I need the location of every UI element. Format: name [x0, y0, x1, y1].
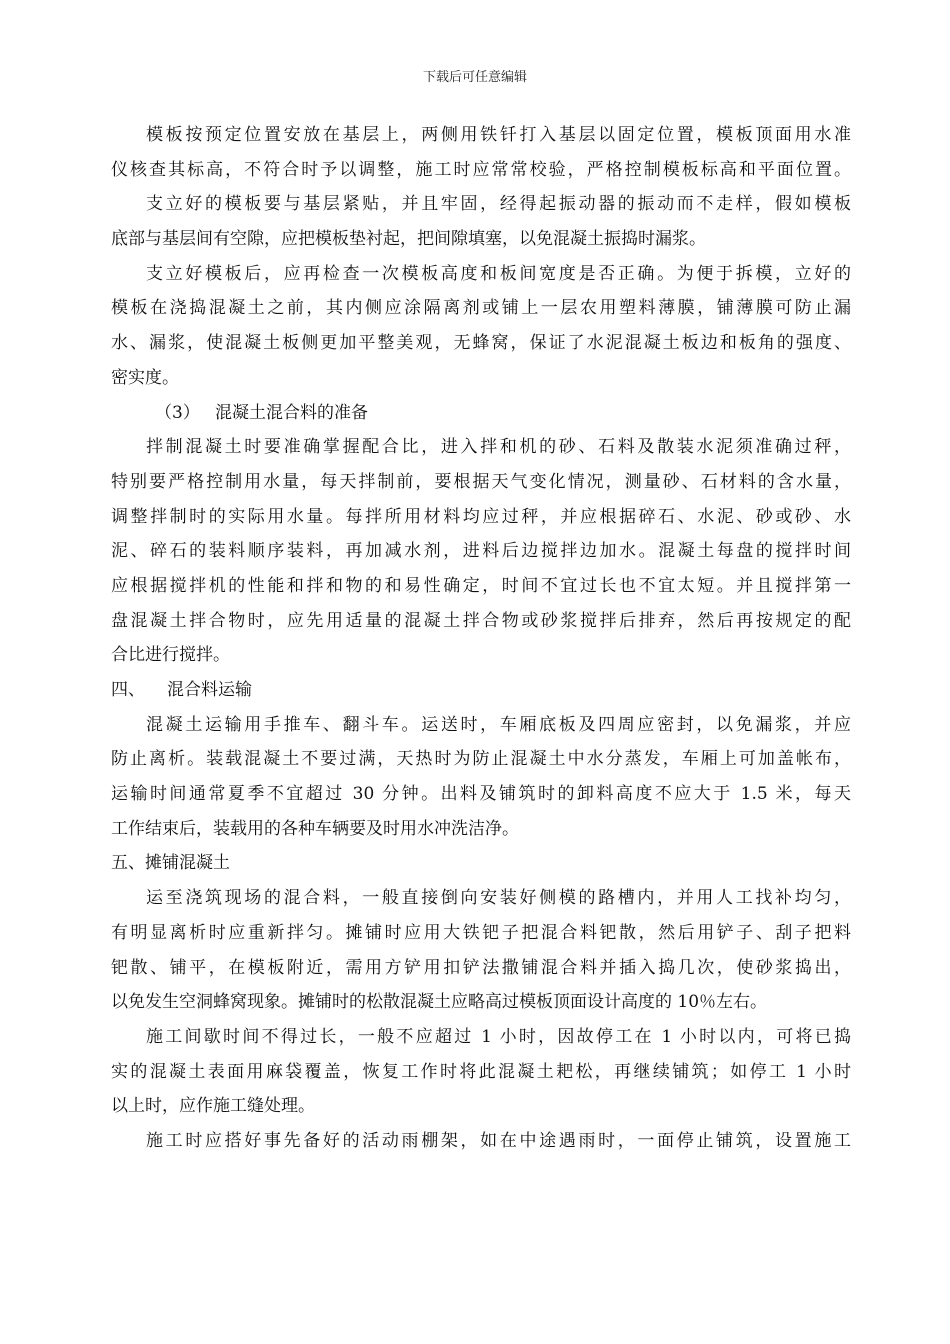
text-line: 钯散、铺平，在模板附近，需用方铲用扣铲法撒铺混合料并插入捣几次，使砂浆捣出，	[111, 957, 851, 978]
text-line: 防止离析。装载混凝土不要过满，天热时为防止混凝土中水分蒸发，车厢上可加盖帐布，	[111, 749, 851, 770]
text-line: 合比进行搅拌。	[111, 645, 230, 666]
text-line: 有明显离析时应重新拌匀。摊铺时应用大铁钯子把混合料钯散，然后用铲子、刮子把料	[111, 922, 851, 943]
text-line: 调整拌制时的实际用水量。每拌所用材料均应过秤，并应根据碎石、水泥、砂或砂、水	[111, 506, 851, 527]
text-line: 特别要严格控制用水量，每天拌制前，要根据天气变化情况，测量砂、石材料的含水量，	[111, 471, 851, 492]
subsection-title: 混凝土混合料的准备	[215, 402, 368, 423]
text-line: 实的混凝土表面用麻袋覆盖，恢复工作时将此混凝土耙松，再继续铺筑；如停工 1 小时	[111, 1061, 851, 1082]
text-line: 水、漏浆，使混凝土板侧更加平整美观，无蜂窝，保证了水泥混凝土板边和板角的强度、	[111, 333, 851, 354]
text-line: 仪核查其标高，不符合时予以调整，施工时应常常校验，严格控制模板标高和平面位置。	[111, 159, 851, 180]
text-line: 工作结束后，装载用的各种车辆要及时用水冲洗洁净。	[111, 818, 519, 839]
text-line: 以免发生空洞蜂窝现象。摊铺时的松散混凝土应略高过模板顶面设计高度的 10％左右。	[111, 992, 768, 1013]
text-line: 支立好模板后，应再检查一次模板高度和板间宽度是否正确。为便于拆模，立好的	[146, 263, 851, 284]
text-line: 施工时应搭好事先备好的活动雨棚架，如在中途遇雨时，一面停止铺筑，设置施工	[146, 1130, 851, 1151]
text-line: 运输时间通常夏季不宜超过 30 分钟。出料及铺筑时的卸料高度不应大于 1.5 米，每天	[111, 784, 851, 805]
text-line: 拌制混凝土时要准确掌握配合比，进入拌和机的砂、石料及散装水泥须准确过秤，	[146, 437, 851, 458]
text-line: 应根据搅拌机的性能和拌和物的和易性确定，时间不宜过长也不宜太短。并且搅拌第一	[111, 575, 851, 596]
section-heading: 五、摊铺混凝土	[111, 853, 230, 874]
section-title: 混合料运输	[167, 680, 252, 700]
text-line: 底部与基层间有空隙，应把模板垫衬起，把间隙填塞，以免混凝土振捣时漏浆。	[111, 229, 706, 250]
subsection-number: （3）	[155, 402, 200, 423]
section-number: 四、	[111, 680, 145, 700]
text-line: 泥、碎石的装料顺序装料，再加减水剂，进料后边搅拌边加水。混凝土每盘的搅拌时间	[111, 541, 851, 562]
section-heading	[111, 673, 851, 708]
text-line: 以上时，应作施工缝处理。	[111, 1096, 315, 1117]
text-line: 密实度。	[111, 367, 179, 388]
document-body	[111, 118, 851, 1159]
text-line: 混凝土运输用手推车、翻斗车。运送时，车厢底板及四周应密封，以免漏浆，并应	[146, 714, 851, 735]
text-line: 模板在浇捣混凝土之前，其内侧应涂隔离剂或铺上一层农用塑料薄膜，铺薄膜可防止漏	[111, 298, 851, 319]
text-line: 支立好的模板要与基层紧贴，并且牢固，经得起振动器的振动而不走样，假如模板	[146, 194, 851, 215]
text-line: 盘混凝土拌合物时，应先用适量的混凝土拌合物或砂浆搅拌后排弃，然后再按规定的配	[111, 610, 851, 631]
text-line: 施工间歇时间不得过长，一般不应超过 1 小时，因故停工在 1 小时以内，可将已捣	[146, 1026, 851, 1047]
page-header: 下载后可任意编辑	[422, 70, 527, 85]
text-line: 运至浇筑现场的混合料，一般直接倒向安装好侧模的路槽内，并用人工找补均匀，	[146, 888, 851, 909]
text-line: 模板按预定位置安放在基层上，两侧用铁钎打入基层以固定位置，模板顶面用水准	[146, 125, 851, 145]
subsection-heading	[111, 396, 851, 431]
